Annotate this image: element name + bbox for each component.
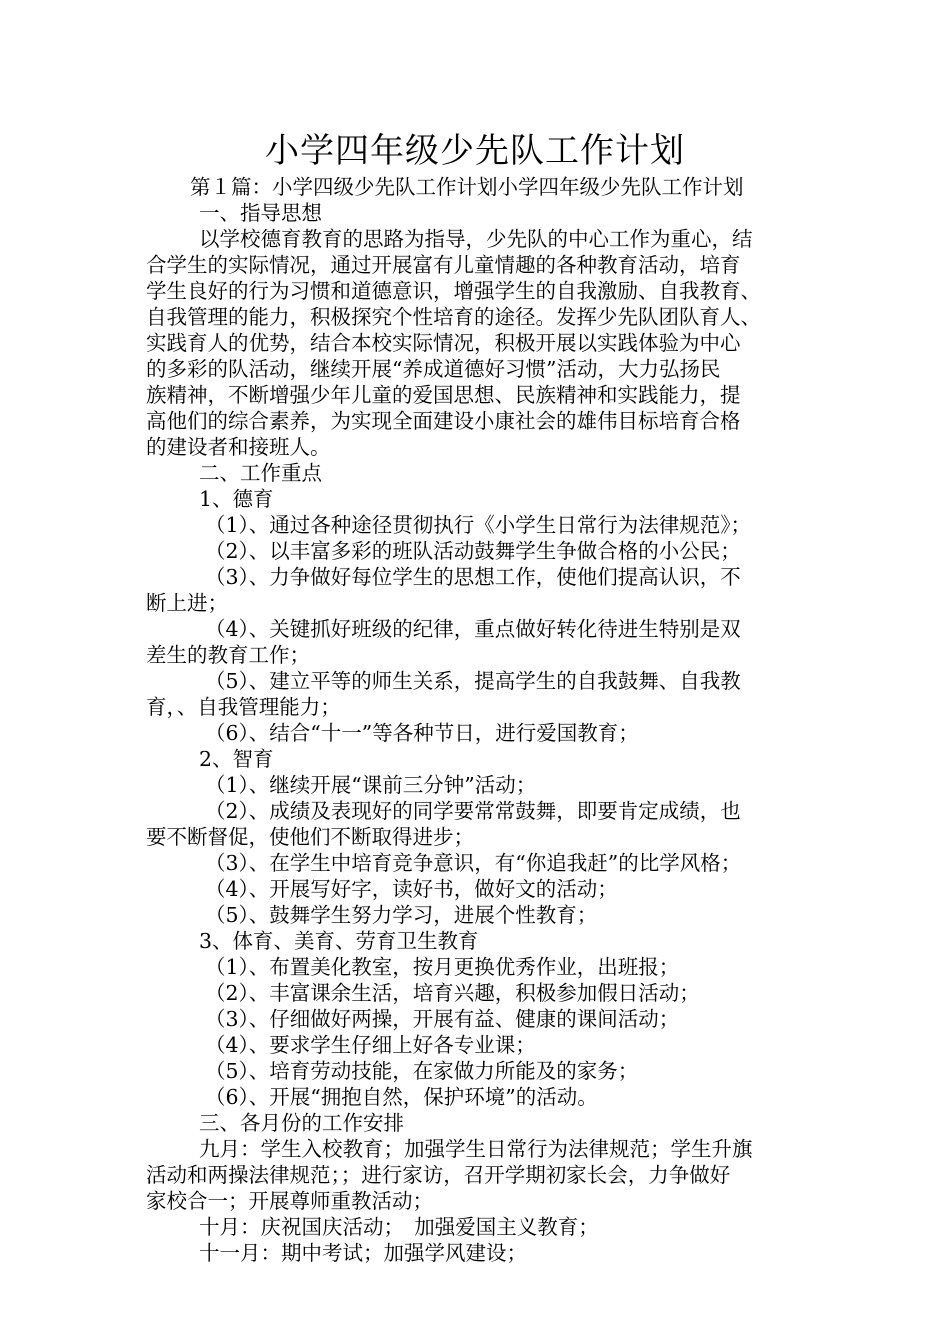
list-item: 育，、自我管理能力； — [146, 695, 341, 719]
paragraph-line: 第１篇：小学四级少先队工作计划小学四年级少先队工作计划 — [190, 175, 744, 199]
list-item: （1）、继续开展“课前三分钟”活动； — [205, 773, 537, 797]
section-heading: 三、各月份的工作安排 — [199, 1111, 404, 1135]
list-item: （6）、结合“十一”等各种节日，进行爱国教育； — [205, 721, 639, 745]
list-item: （2）、以丰富多彩的班队活动鼓舞学生争做合格的小公民； — [205, 539, 741, 563]
subsection-heading: 1、德育 — [199, 487, 274, 511]
paragraph-line: 学生良好的行为习惯和道德意识，增强学生的自我激励、自我教育、 — [146, 279, 761, 303]
list-item: 差生的教育工作； — [146, 643, 310, 667]
list-item: （5）、建立平等的师生关系，提高学生的自我鼓舞、自我教 — [205, 669, 741, 693]
paragraph-line: 十月：庆祝国庆活动； 加强爱国主义教育； — [199, 1215, 599, 1239]
document-title: 小学四年级少先队工作计划 — [265, 131, 685, 171]
list-item: （2）、丰富课余生活，培育兴趣，积极参加假日活动； — [205, 981, 700, 1005]
list-item: （3）、在学生中培育竞争意识，有“你追我赶”的比学风格； — [205, 851, 742, 875]
paragraph-line: 自我管理的能力，积极探究个性培育的途径。发挥少先队团队育人、 — [146, 305, 761, 329]
paragraph-line: 合学生的实际情况，通过开展富有儿童情趣的各种教育活动，培育 — [146, 253, 741, 277]
list-item: （1）、布置美化教室，按月更换优秀作业，出班报； — [205, 955, 680, 979]
subsection-heading: 2、智育 — [199, 747, 274, 771]
list-item: （6）、开展“拥抱自然，保护环境”的活动。 — [205, 1085, 598, 1109]
paragraph-line: 以学校德育教育的思路为指导，少先队的中心工作为重心，结 — [199, 227, 753, 251]
paragraph-line: 十一月：期中考试；加强学风建设； — [199, 1241, 527, 1265]
list-item: （3）、仔细做好两操，开展有益、健康的课间活动； — [205, 1007, 680, 1031]
list-item: （4）、关键抓好班级的纪律，重点做好转化待进生特别是双 — [205, 617, 741, 641]
list-item: （3）、力争做好每位学生的思想工作，使他们提高认识，不 — [205, 565, 741, 589]
paragraph-line: 族精神，不断增强少年儿童的爱国思想、民族精神和实践能力，提 — [146, 383, 741, 407]
paragraph-line: 高他们的综合素养，为实现全面建设小康社会的雄伟目标培育合格 — [146, 409, 741, 433]
list-item: （5）、培育劳动技能，在家做力所能及的家务； — [205, 1059, 639, 1083]
list-item: 要不断督促，使他们不断取得进步； — [146, 825, 474, 849]
list-item: 断上进； — [146, 591, 228, 615]
paragraph-line: 活动和两操法律规范；；进行家访，召开学期初家长会，力争做好 — [146, 1163, 731, 1187]
paragraph-line: 九月：学生入校教育；加强学生日常行为法律规范；学生升旗 — [199, 1137, 753, 1161]
paragraph-line: 实践育人的优势，结合本校实际情况，积极开展以实践体验为中心 — [146, 331, 741, 355]
paragraph-line: 的多彩的队活动，继续开展“养成道德好习惯”活动，大力弘扬民 — [146, 357, 721, 381]
paragraph-line: 的建设者和接班人。 — [146, 435, 331, 459]
list-item: （4）、开展写好字，读好书，做好文的活动； — [205, 877, 618, 901]
list-item: （2）、成绩及表现好的同学要常常鼓舞，即要肯定成绩，也 — [205, 799, 741, 823]
subsection-heading: 3、体育、美育、劳育卫生教育 — [199, 929, 479, 953]
paragraph-line: 家校合一；开展尊师重教活动； — [146, 1189, 433, 1213]
list-item: （5）、鼓舞学生努力学习，进展个性教育； — [205, 903, 598, 927]
section-heading: 二、工作重点 — [199, 461, 322, 485]
list-item: （1）、通过各种途径贯彻执行《小学生日常行为法律规范》； — [205, 513, 752, 537]
list-item: （4）、要求学生仔细上好各专业课； — [205, 1033, 536, 1057]
section-heading: 一、指导思想 — [199, 201, 322, 225]
